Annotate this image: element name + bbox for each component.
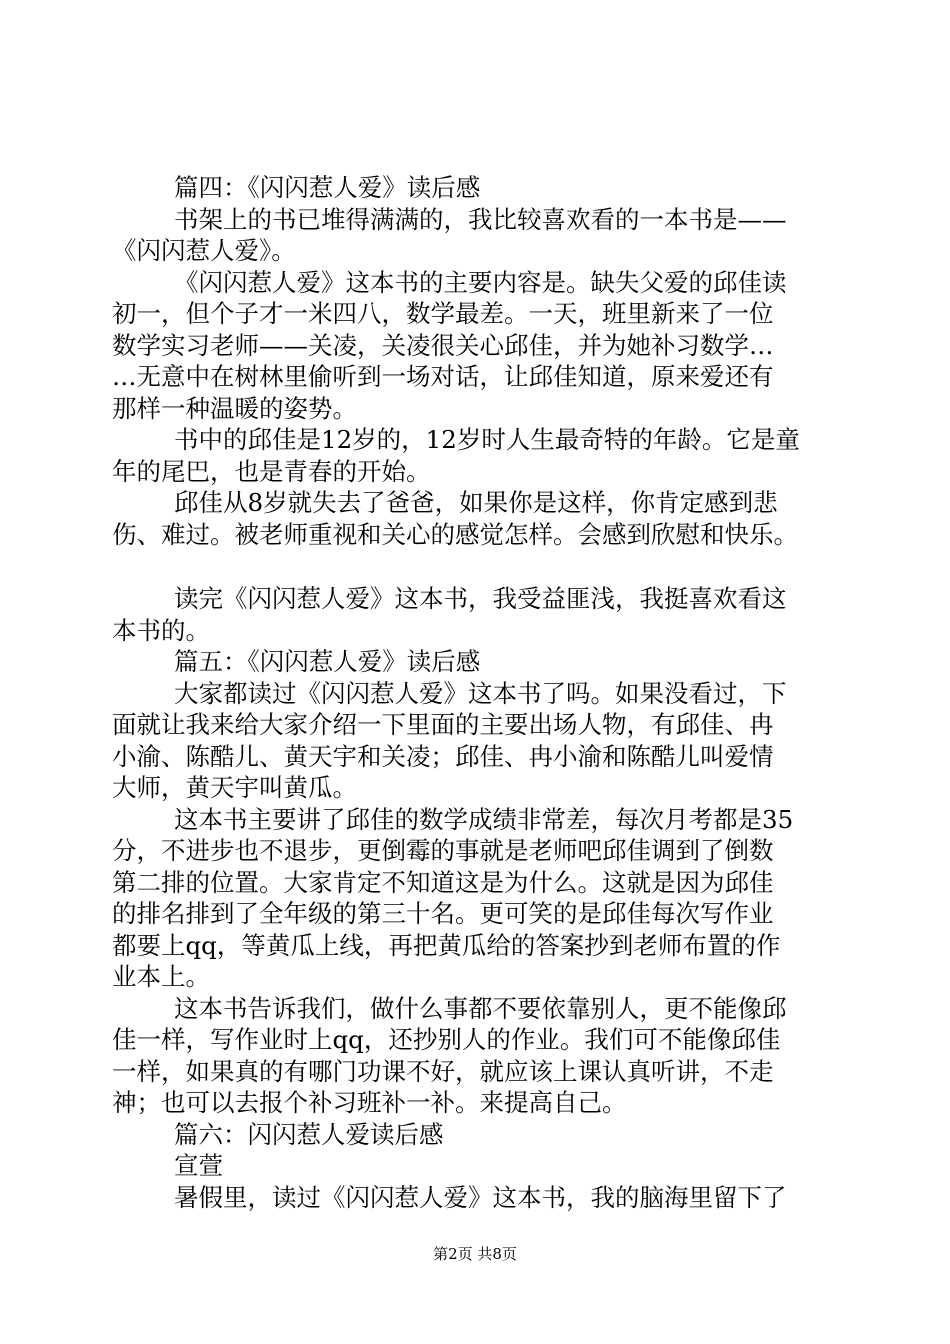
paragraph-line: 《闪闪惹人爱》。 <box>112 236 296 265</box>
page-footer: 第2页 共8页 <box>433 1245 517 1263</box>
paragraph-line: 神；也可以去报个补习班补一补。来提高自己。 <box>112 1088 627 1117</box>
paragraph-line: 业本上。 <box>112 962 210 991</box>
paragraph-line: 初一，但个子才一米四八，数学最差。一天，班里新来了一位 <box>112 299 774 328</box>
paragraph-line: 邱佳从8岁就失去了爸爸，如果你是这样，你肯定感到悲 <box>174 488 778 517</box>
paragraph-line: 小渝、陈酷儿、黄天宇和关凌；邱佳、冉小渝和陈酷儿叫爱情 <box>112 741 774 771</box>
paragraph-line: 本书的。 <box>112 615 210 645</box>
section-heading-5: 篇五：《闪闪惹人爱》读后感 <box>174 647 481 676</box>
paragraph-line: 面就让我来给大家介绍一下里面的主要出场人物，有邱佳、冉 <box>112 710 774 739</box>
paragraph-line: 那样一种温暖的姿势。 <box>112 393 357 423</box>
paragraph-line: 一样，如果真的有哪门功课不好，就应该上课认真听讲，不走 <box>112 1056 774 1086</box>
paragraph-line: 分，不进步也不退步，更倒霉的事就是老师吧邱佳调到了倒数 <box>112 836 774 865</box>
author-name: 宣萱 <box>174 1151 223 1180</box>
paragraph-line: 都要上qq，等黄瓜上线，再把黄瓜给的答案抄到老师布置的作 <box>112 930 781 960</box>
paragraph-line: 暑假里，读过《闪闪惹人爱》这本书，我的脑海里留下了 <box>174 1182 787 1212</box>
paragraph-line: 年的尾巴，也是青春的开始。 <box>112 456 431 486</box>
paragraph-line: …无意中在树林里偷听到一场对话，让邱佳知道，原来爱还有 <box>112 362 774 391</box>
paragraph-line: 的排名排到了全年级的第三十名。更可笑的是邱佳每次写作业 <box>112 899 774 928</box>
paragraph-line: 书架上的书已堆得满满的，我比较喜欢看的一本书是—— <box>174 204 787 234</box>
paragraph-line: 伤、难过。被老师重视和关心的感觉怎样。会感到欣慰和快乐。 <box>112 519 798 549</box>
document-body <box>112 172 837 1213</box>
paragraph-line: 这本书告诉我们，做什么事都不要依靠别人，更不能像邱 <box>174 993 787 1023</box>
paragraph-line: 数学实习老师——关凌，关凌很关心邱佳，并为她补习数学… <box>112 330 774 360</box>
paragraph-line: 佳一样，写作业时上qq，还抄别人的作业。我们可不能像邱佳 <box>112 1025 781 1054</box>
paragraph-line: 《闪闪惹人爱》这本书的主要内容是。缺失父爱的邱佳读 <box>174 267 787 297</box>
paragraph-spacer <box>112 550 837 583</box>
paragraph-line: 读完《闪闪惹人爱》这本书，我受益匪浅，我挺喜欢看这 <box>174 584 787 613</box>
paragraph-line: 大家都读过《闪闪惹人爱》这本书了吗。如果没看过，下 <box>174 678 787 708</box>
paragraph-line: 这本书主要讲了邱佳的数学成绩非常差，每次月考都是35 <box>174 804 794 834</box>
paragraph-line: 书中的邱佳是12岁的，12岁时人生最奇特的年龄。它是童 <box>174 425 800 454</box>
section-heading-6: 篇六：闪闪惹人爱读后感 <box>174 1119 444 1149</box>
section-heading-4: 篇四：《闪闪惹人爱》读后感 <box>174 173 481 202</box>
paragraph-line: 大师，黄天宇叫黄瓜。 <box>112 773 357 802</box>
paragraph-line: 第二排的位置。大家肯定不知道这是为什么。这就是因为邱佳 <box>112 867 774 897</box>
